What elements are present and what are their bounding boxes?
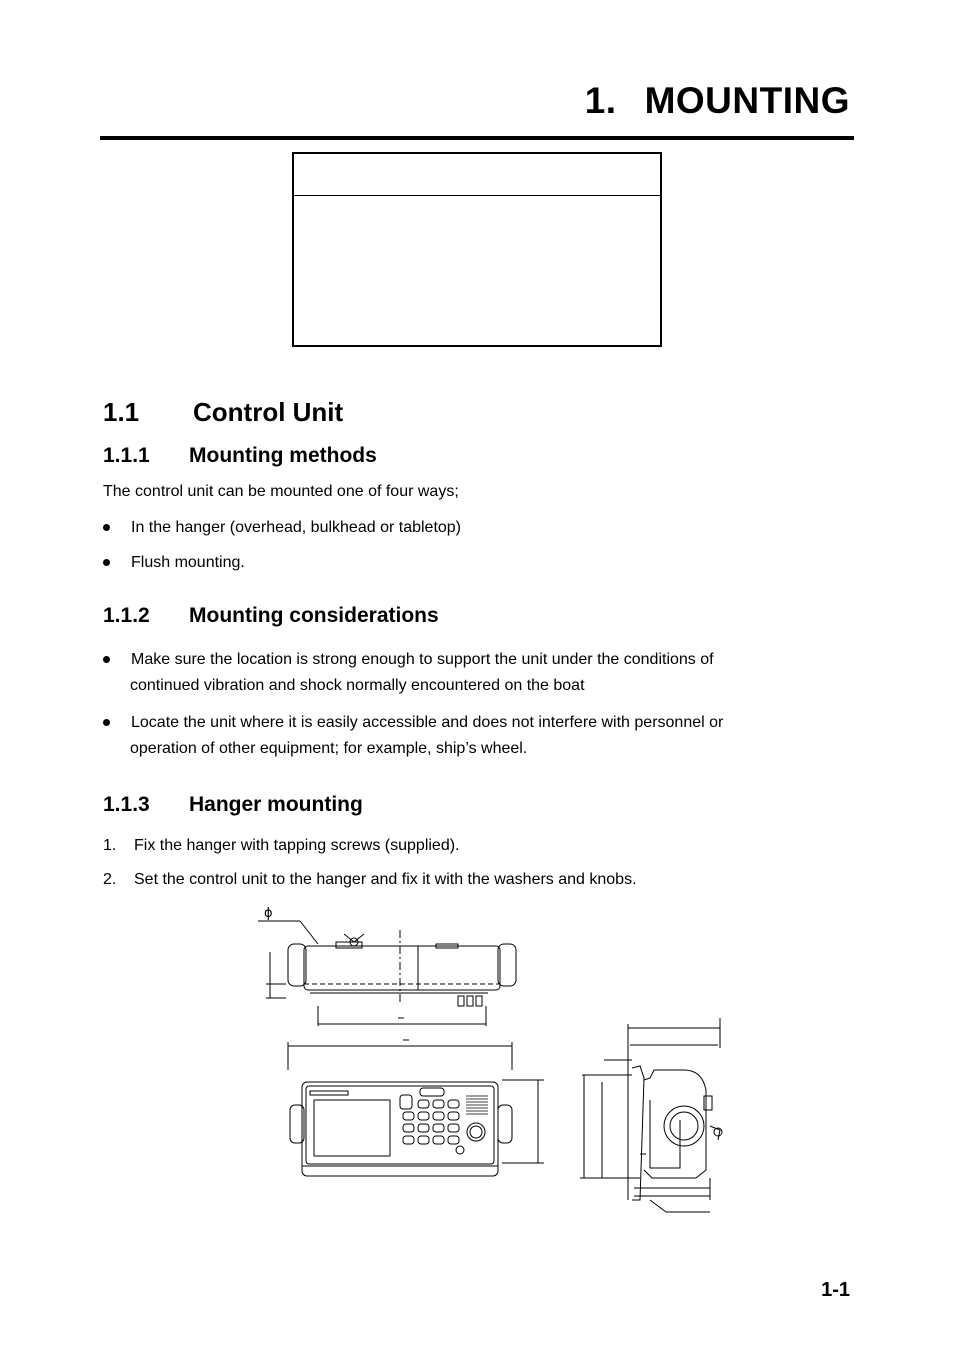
chapter-rule xyxy=(100,136,854,140)
bullet-dot xyxy=(103,524,110,531)
subsection-title: Mounting methods xyxy=(189,444,377,467)
list-item xyxy=(103,515,461,541)
list-item xyxy=(103,710,723,762)
top-view xyxy=(258,906,516,1026)
subsection-heading-mounting-considerations xyxy=(103,604,439,628)
step-number: 2. xyxy=(103,871,117,888)
list-item-text: Flush mounting. xyxy=(131,554,245,571)
list-item-text-line1: Locate the unit where it is easily accessible and does not interfere with personnel or xyxy=(131,714,724,731)
section-title: Control Unit xyxy=(193,397,344,427)
list-item-text-line2: continued vibration and shock normally encountered on the boat xyxy=(130,677,585,694)
subsection-heading-mounting-methods xyxy=(103,444,377,468)
bullet-dot xyxy=(103,559,110,566)
subsection-number: 1.1.1 xyxy=(103,444,150,467)
phi-symbol: ϕ xyxy=(264,906,273,921)
subsection-number: 1.1.2 xyxy=(103,604,150,627)
notice-box-divider xyxy=(294,195,660,196)
notice-box xyxy=(292,152,662,347)
bullet-dot xyxy=(103,719,110,726)
subsection-heading-hanger-mounting xyxy=(103,793,363,817)
subsection-number: 1.1.3 xyxy=(103,793,150,816)
list-item xyxy=(103,647,714,699)
chapter-number: 1. xyxy=(584,80,617,121)
section-number: 1.1 xyxy=(103,397,140,427)
step-text: Set the control unit to the hanger and fix it with the washers and knobs. xyxy=(134,871,637,888)
list-item xyxy=(103,550,245,576)
mounting-methods-intro: The control unit can be mounted one of four ways; xyxy=(103,483,459,500)
chapter-title-text: MOUNTING xyxy=(644,80,850,121)
keypad xyxy=(403,1100,459,1144)
side-view xyxy=(580,1018,722,1212)
chapter-title xyxy=(585,80,850,122)
step-number: 1. xyxy=(103,837,117,854)
control-unit-outline-drawing xyxy=(240,900,740,1220)
step-item xyxy=(103,867,637,893)
subsection-title: Mounting considerations xyxy=(189,604,439,627)
list-item-text-line2: operation of other equipment; for example, ship’s wheel. xyxy=(130,740,528,757)
page-number: 1-1 xyxy=(821,1279,850,1301)
bullet-dot xyxy=(103,656,110,663)
list-item-text: In the hanger (overhead, bulkhead or tabletop) xyxy=(131,519,462,536)
front-view xyxy=(288,1040,544,1176)
step-text: Fix the hanger with tapping screws (supplied). xyxy=(134,837,460,854)
list-item-text-line1: Make sure the location is strong enough to support the unit under the conditions of xyxy=(131,651,714,668)
section-heading xyxy=(103,397,343,428)
subsection-title: Hanger mounting xyxy=(189,793,363,816)
step-item xyxy=(103,833,460,859)
